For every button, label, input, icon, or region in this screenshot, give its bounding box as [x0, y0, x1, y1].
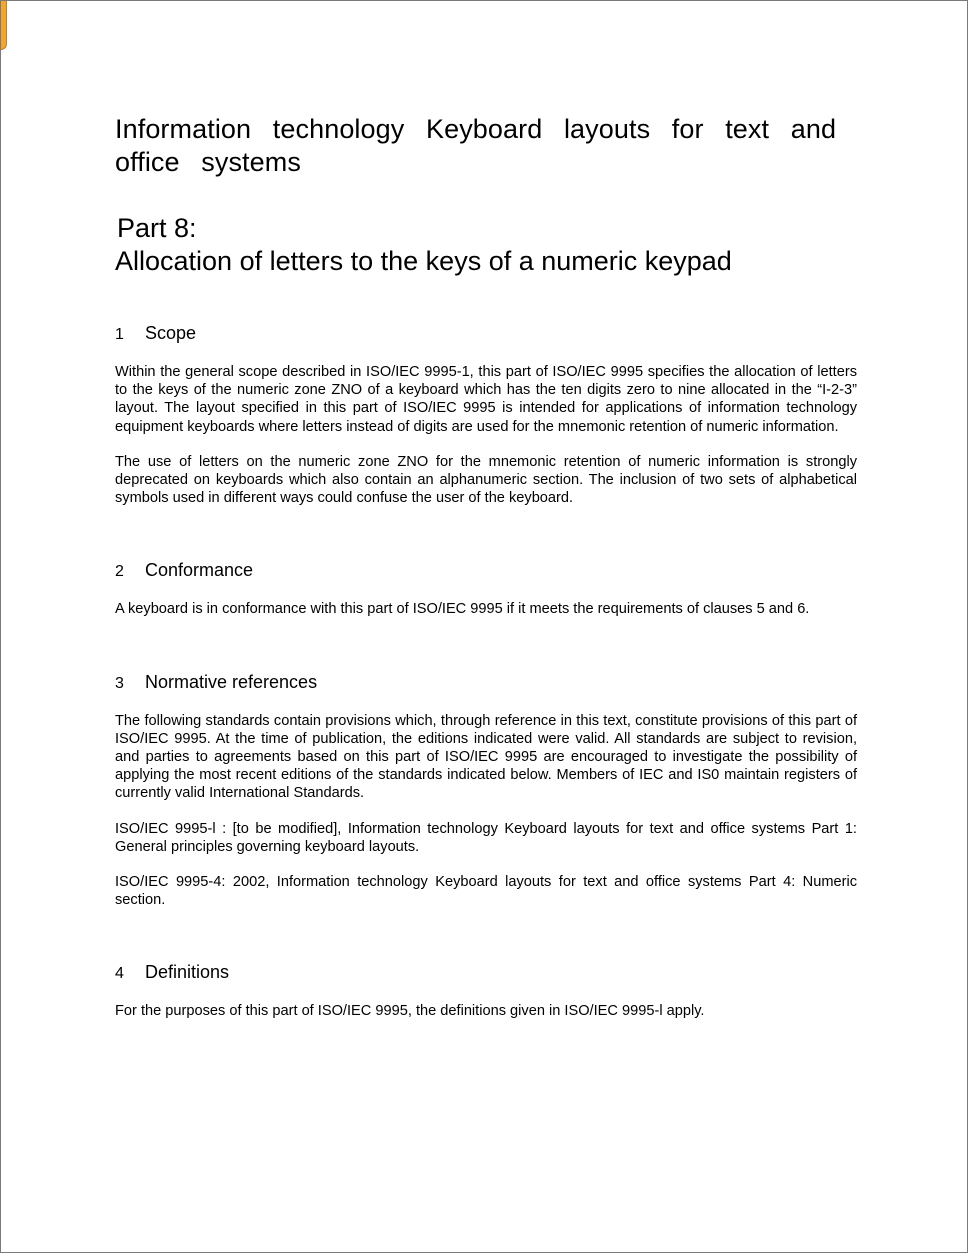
section-title: Normative references [145, 671, 318, 692]
part-heading [115, 212, 857, 278]
section-title: Scope [145, 323, 197, 343]
reference-entry: ISO/IEC 9995-4: 2002, Information technology Keyboard layouts for text and office systems Part 4: Numeric section. [115, 874, 857, 909]
document-title: Information technology Keyboard layouts for text and office systems [115, 114, 837, 177]
section-heading [115, 559, 857, 583]
section-number: 2 [115, 563, 124, 581]
part-title: Allocation of letters to the keys of a numeric keypad [115, 246, 732, 276]
section-heading [115, 961, 857, 985]
paragraph: Within the general scope described in ISO/IEC 9995-1, this part of ISO/IEC 9995 specifies the allocation of letters to the keys of the numeric zone ZNO of a keyboard which has the ten digits zero to nine allocated in the “I-2-3” layout. The layout specified in this part of ISO/IEC 9995 is intended for applications of information technology equipment keyboards where letters instead of digits are used for the mnemonic retention of numeric information. [115, 364, 857, 435]
section-conformance [115, 559, 857, 618]
section-number: 1 [115, 326, 124, 343]
paragraph: A keyboard is in conformance with this part of ISO/IEC 9995 if it meets the requirements of clauses 5 and 6. [115, 601, 810, 618]
section-number: 3 [115, 674, 124, 692]
part-label: Part 8: [117, 213, 197, 243]
section-title: Conformance [145, 560, 254, 581]
section-heading [115, 671, 857, 695]
paragraph: For the purposes of this part of ISO/IEC 9995, the definitions given in ISO/IEC 9995-l apply. [115, 1003, 705, 1020]
bookmark-tab[interactable] [0, 0, 7, 50]
paragraph: The use of letters on the numeric zone ZNO for the mnemonic retention of numeric information is strongly deprecated on keyboards which also contain an alphanumeric section. The inclusion of two sets of alphabetical symbols used in different ways could confuse the user of the keyboard. [115, 453, 857, 507]
section-number: 4 [115, 965, 124, 983]
reference-entry: ISO/IEC 9995-l : [to be modified], Information technology Keyboard layouts for text and office systems Part 1: General principles governing keyboard layouts. [115, 820, 857, 855]
paragraph: The following standards contain provisions which, through reference in this text, constitute provisions of this part of ISO/IEC 9995. At the time of publication, the editions indicated were valid. All standards are subject to revision, and parties to agreements based on this part of ISO/IEC 9995 are encouraged to investigate the possibility of applying the most recent editions of the standards indicated below. Members of IEC and IS0 maintain registers of currently valid International Standards. [115, 712, 857, 802]
section-definitions [115, 961, 857, 1020]
page-content [115, 113, 857, 1021]
section-normative-references [115, 671, 857, 910]
section-title: Definitions [145, 962, 230, 983]
section-scope [115, 322, 857, 507]
section-heading [115, 322, 857, 346]
